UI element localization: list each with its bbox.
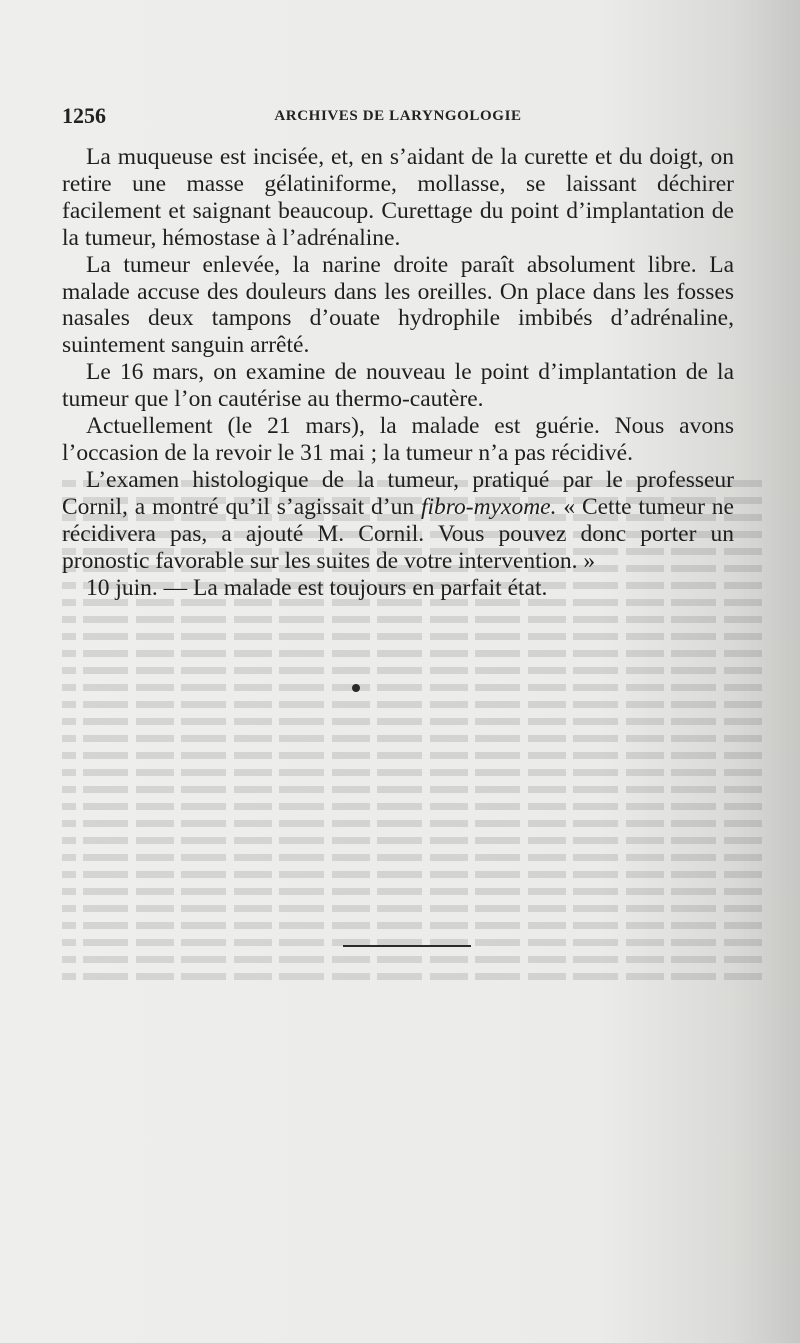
paragraph-tumor-removed: La tumeur enlevée, la narine droite paraît absolument libre. La malade accuse des douleurs dans les oreilles. On place dans les fosses nasales deux tampons d’ouate hydrophile imbibés d’adrénaline, suintement sanguin arrêté. [62, 251, 734, 359]
histology-text-end: « Cette tumeur ne récidivera pas, a ajouté M. Cornil. Vous pouvez donc porter un pronostic favorable sur les suites de votre intervention. » [62, 493, 734, 574]
paragraph-incision: La muqueuse est incisée, et, en s’aidant de la curette et du doigt, on retire une masse gélatiniforme, mollasse, se laissant déchirer facilement et saignant beaucoup. Curettage du point d’implantation de la tumeur, hémostase à l’adrénaline. [62, 144, 734, 251]
histology-text-start: L’examen histologique de la tumeur, pratiqué par le professeur Cornil, a montré qu’il s’agissait d’un [62, 466, 734, 520]
journal-title: ARCHIVES DE LARYNGOLOGIE [274, 107, 522, 124]
page-number: 1256 [62, 103, 106, 128]
paragraph-histology [62, 467, 734, 575]
diagnosis-term: fibro-myxome. [420, 493, 557, 520]
article-body [62, 144, 734, 601]
section-end-rule [343, 945, 471, 947]
ink-dot-mark [352, 684, 360, 692]
paragraph-june-10: 10 juin. — La malade est toujours en parfait état. [86, 574, 548, 601]
paragraph-march-16: Le 16 mars, on examine de nouveau le point d’implantation de la tumeur que l’on cautérise au thermo-cautère. [62, 359, 734, 413]
paragraph-currently: Actuellement (le 21 mars), la malade est guérie. Nous avons l’occasion de la revoir le 31 mai ; la tumeur n’a pas récidivé. [62, 413, 734, 466]
running-head [62, 101, 734, 131]
